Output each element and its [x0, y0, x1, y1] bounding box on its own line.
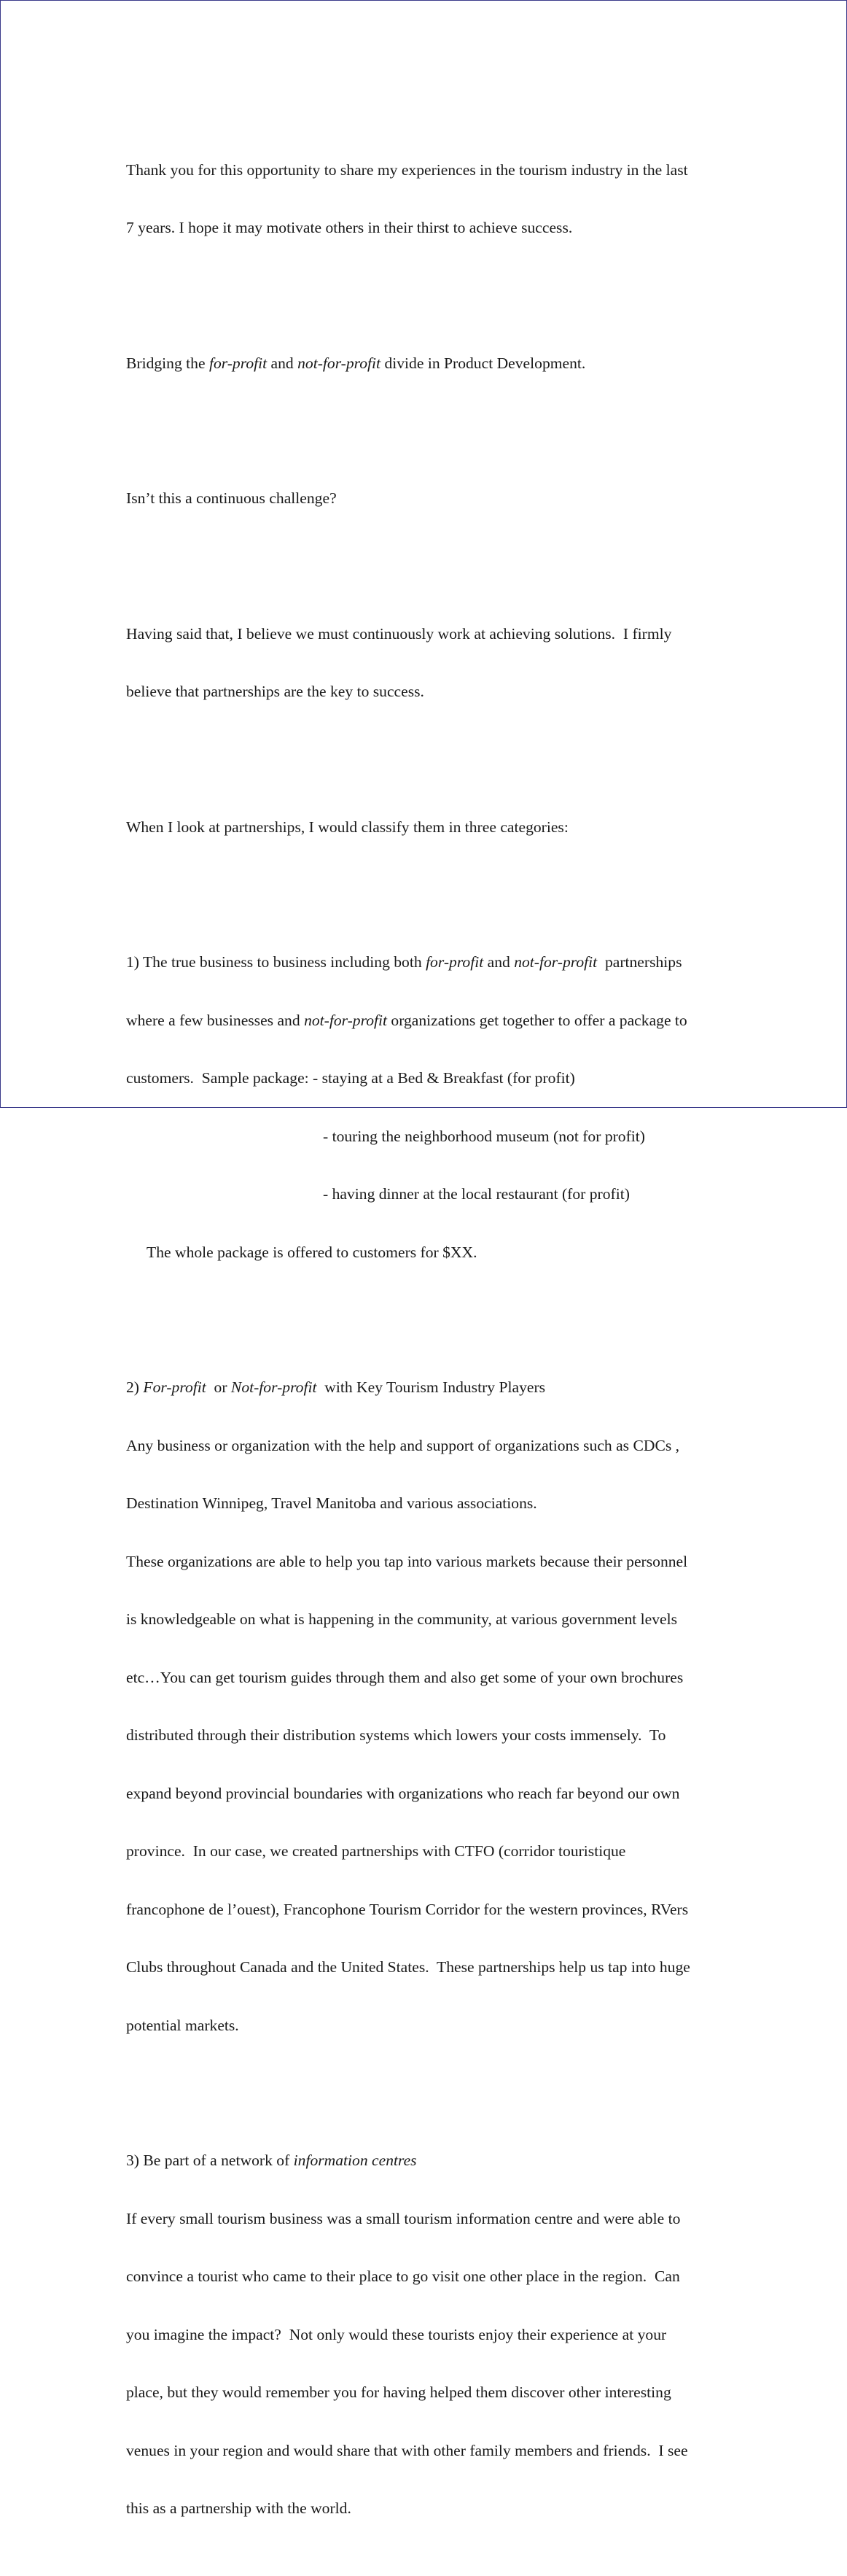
- category-2-heading: 2) For-profit or Not-for-profit with Key Tourism Industry Players: [126, 1378, 546, 1396]
- package-item-dinner: - having dinner at the local restaurant (for profit): [323, 1185, 630, 1203]
- category-1-line-3: customers. Sample package: - staying at a Bed & Breakfast (for profit): [126, 1069, 575, 1087]
- category-2-line: These organizations are able to help you tap into various markets because their personnel: [126, 1552, 688, 1570]
- category-2-line: distributed through their distribution systems which lowers your costs immensely. To: [126, 1726, 666, 1744]
- category-3-line: If every small tourism business was a small tourism information centre and were able to: [126, 2209, 681, 2227]
- category-2-line: etc…You can get tourism guides through them and also get some of your own brochures: [126, 1668, 684, 1686]
- document-body: [126, 102, 753, 2576]
- category-3-line: venues in your region and would share that with other family members and friends. I see: [126, 2441, 688, 2459]
- intro-line-2: 7 years. I hope it may motivate others in their thirst to achieve success.: [126, 219, 573, 236]
- classify-line: When I look at partnerships, I would classify them in three categories:: [126, 818, 569, 836]
- category-3-line: this as a partnership with the world.: [126, 2499, 351, 2517]
- topic-heading: Bridging the for-profit and not-for-profit divide in Product Development.: [126, 354, 586, 372]
- category-3-line: place, but they would remember you for having helped them discover other interesting: [126, 2383, 671, 2401]
- category-1-line-1: 1) The true business to business including both for-profit and not-for-profit partnerships: [126, 953, 682, 971]
- question-line: Isn’t this a continuous challenge?: [126, 489, 337, 507]
- package-price-line: The whole package is offered to customers for $XX.: [147, 1243, 477, 1261]
- package-item-museum: - touring the neighborhood museum (not for profit): [323, 1127, 645, 1145]
- category-2-line: is knowledgeable on what is happening in the community, at various government levels: [126, 1610, 678, 1628]
- category-2-line: francophone de l’ouest), Francophone Tourism Corridor for the western provinces, RVers: [126, 1900, 689, 1918]
- category-2-line: Clubs throughout Canada and the United States. These partnerships help us tap into huge: [126, 1958, 690, 1976]
- category-2-line: expand beyond provincial boundaries with organizations who reach far beyond our own: [126, 1784, 680, 1802]
- category-1-line-2: where a few businesses and not-for-profit organizations get together to offer a package to: [126, 1011, 687, 1029]
- category-3-line: you imagine the impact? Not only would these tourists enjoy their experience at your: [126, 2325, 667, 2343]
- belief-line-2: believe that partnerships are the key to success.: [126, 683, 424, 700]
- category-2-line: potential markets.: [126, 2016, 239, 2034]
- belief-line-1: Having said that, I believe we must continuously work at achieving solutions. I firmly: [126, 624, 672, 643]
- category-3-line: convince a tourist who came to their place to go visit one other place in the region. Can: [126, 2267, 680, 2285]
- intro-line-1: Thank you for this opportunity to share my experiences in the tourism industry in the last: [126, 160, 688, 179]
- category-2-line: Any business or organization with the help and support of organizations such as CDCs ,: [126, 1436, 680, 1454]
- category-2-line: Destination Winnipeg, Travel Manitoba and various associations.: [126, 1494, 537, 1512]
- category-2-line: province. In our case, we created partnerships with CTFO (corridor touristique: [126, 1842, 626, 1860]
- category-3-heading: 3) Be part of a network of information centres: [126, 2152, 417, 2169]
